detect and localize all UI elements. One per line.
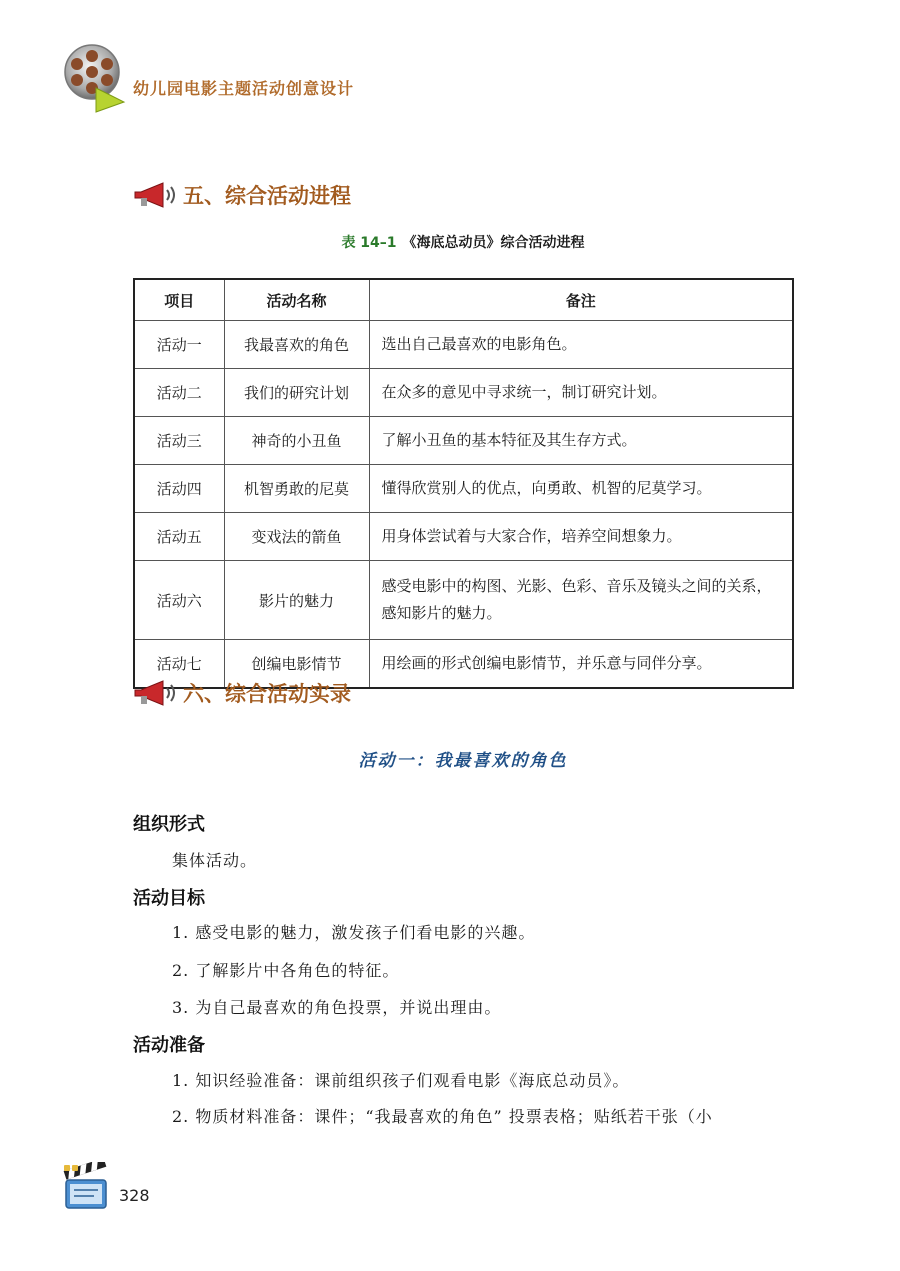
table-cell-note: 懂得欣赏别人的优点，向勇敢、机智的尼莫学习。 — [369, 465, 793, 513]
table-cell-note: 用身体尝试着与大家合作，培养空间想象力。 — [369, 513, 793, 561]
table-cell-item: 活动七 — [134, 640, 224, 689]
table-cell-name: 影片的魅力 — [224, 561, 369, 640]
table-cell-name: 创编电影情节 — [224, 640, 369, 689]
table-row — [134, 369, 793, 417]
goal-item: 2. 了解影片中各角色的特征。 — [172, 961, 400, 980]
goal-heading: 活动目标 — [133, 888, 205, 909]
table-row — [134, 321, 793, 369]
table-cell-note: 用绘画的形式创编电影情节，并乐意与同伴分享。 — [369, 640, 793, 689]
section-title: 六、综合活动实录 — [183, 682, 351, 706]
table-cell-note: 了解小丑鱼的基本特征及其生存方式。 — [369, 417, 793, 465]
table-cell-note: 在众多的意见中寻求统一，制订研究计划。 — [369, 369, 793, 417]
table-row — [134, 513, 793, 561]
header-title: 幼儿园电影主题活动创意设计 — [133, 79, 355, 98]
form-heading: 组织形式 — [133, 814, 205, 835]
table-header-row — [134, 279, 793, 321]
table-cell-item: 活动五 — [134, 513, 224, 561]
table-cell-note: 选出自己最喜欢的电影角色。 — [369, 321, 793, 369]
table-caption-text: 《海底总动员》综合活动进程 — [402, 235, 585, 251]
table-cell-note: 感受电影中的构图、光影、色彩、音乐及镜头之间的关系，感知影片的魅力。 — [369, 561, 793, 640]
section-heading — [133, 180, 351, 210]
table-cell-item: 活动四 — [134, 465, 224, 513]
table-cell-item: 活动一 — [134, 321, 224, 369]
prep-heading: 活动准备 — [133, 1035, 205, 1056]
table-row — [134, 417, 793, 465]
column-header: 项目 — [134, 279, 224, 321]
prep-item: 2. 物质材料准备：课件；“我最喜欢的角色” 投票表格；贴纸若干张（小 — [172, 1107, 713, 1126]
table-caption — [0, 232, 900, 252]
table-cell-item: 活动三 — [134, 417, 224, 465]
section-heading — [133, 678, 351, 708]
table-cell-name: 我们的研究计划 — [224, 369, 369, 417]
table-cell-name: 神奇的小丑鱼 — [224, 417, 369, 465]
goal-item: 1. 感受电影的魅力，激发孩子们看电影的兴趣。 — [172, 923, 536, 942]
page-number: 328 — [119, 1186, 150, 1205]
table-cell-item: 活动二 — [134, 369, 224, 417]
table-number: 表 14–1 — [341, 235, 397, 251]
clapperboard-icon — [62, 1162, 114, 1214]
prep-item: 1. 知识经验准备：课前组织孩子们观看电影《海底总动员》。 — [172, 1071, 630, 1090]
table-row — [134, 561, 793, 640]
table-cell-name: 变戏法的箭鱼 — [224, 513, 369, 561]
megaphone-icon — [133, 180, 179, 210]
table-cell-item: 活动六 — [134, 561, 224, 640]
column-header: 活动名称 — [224, 279, 369, 321]
table-cell-name: 我最喜欢的角色 — [224, 321, 369, 369]
table-row — [134, 465, 793, 513]
section-title: 五、综合活动进程 — [183, 184, 351, 208]
activity-title: 活动一：我最喜欢的角色 — [358, 751, 568, 771]
activity-progress-table — [133, 278, 794, 689]
table-cell-name: 机智勇敢的尼莫 — [224, 465, 369, 513]
goal-item: 3. 为自己最喜欢的角色投票，并说出理由。 — [172, 998, 502, 1017]
film-reel-icon — [62, 42, 128, 114]
column-header: 备注 — [369, 279, 793, 321]
megaphone-icon — [133, 678, 179, 708]
form-text: 集体活动。 — [172, 851, 258, 870]
